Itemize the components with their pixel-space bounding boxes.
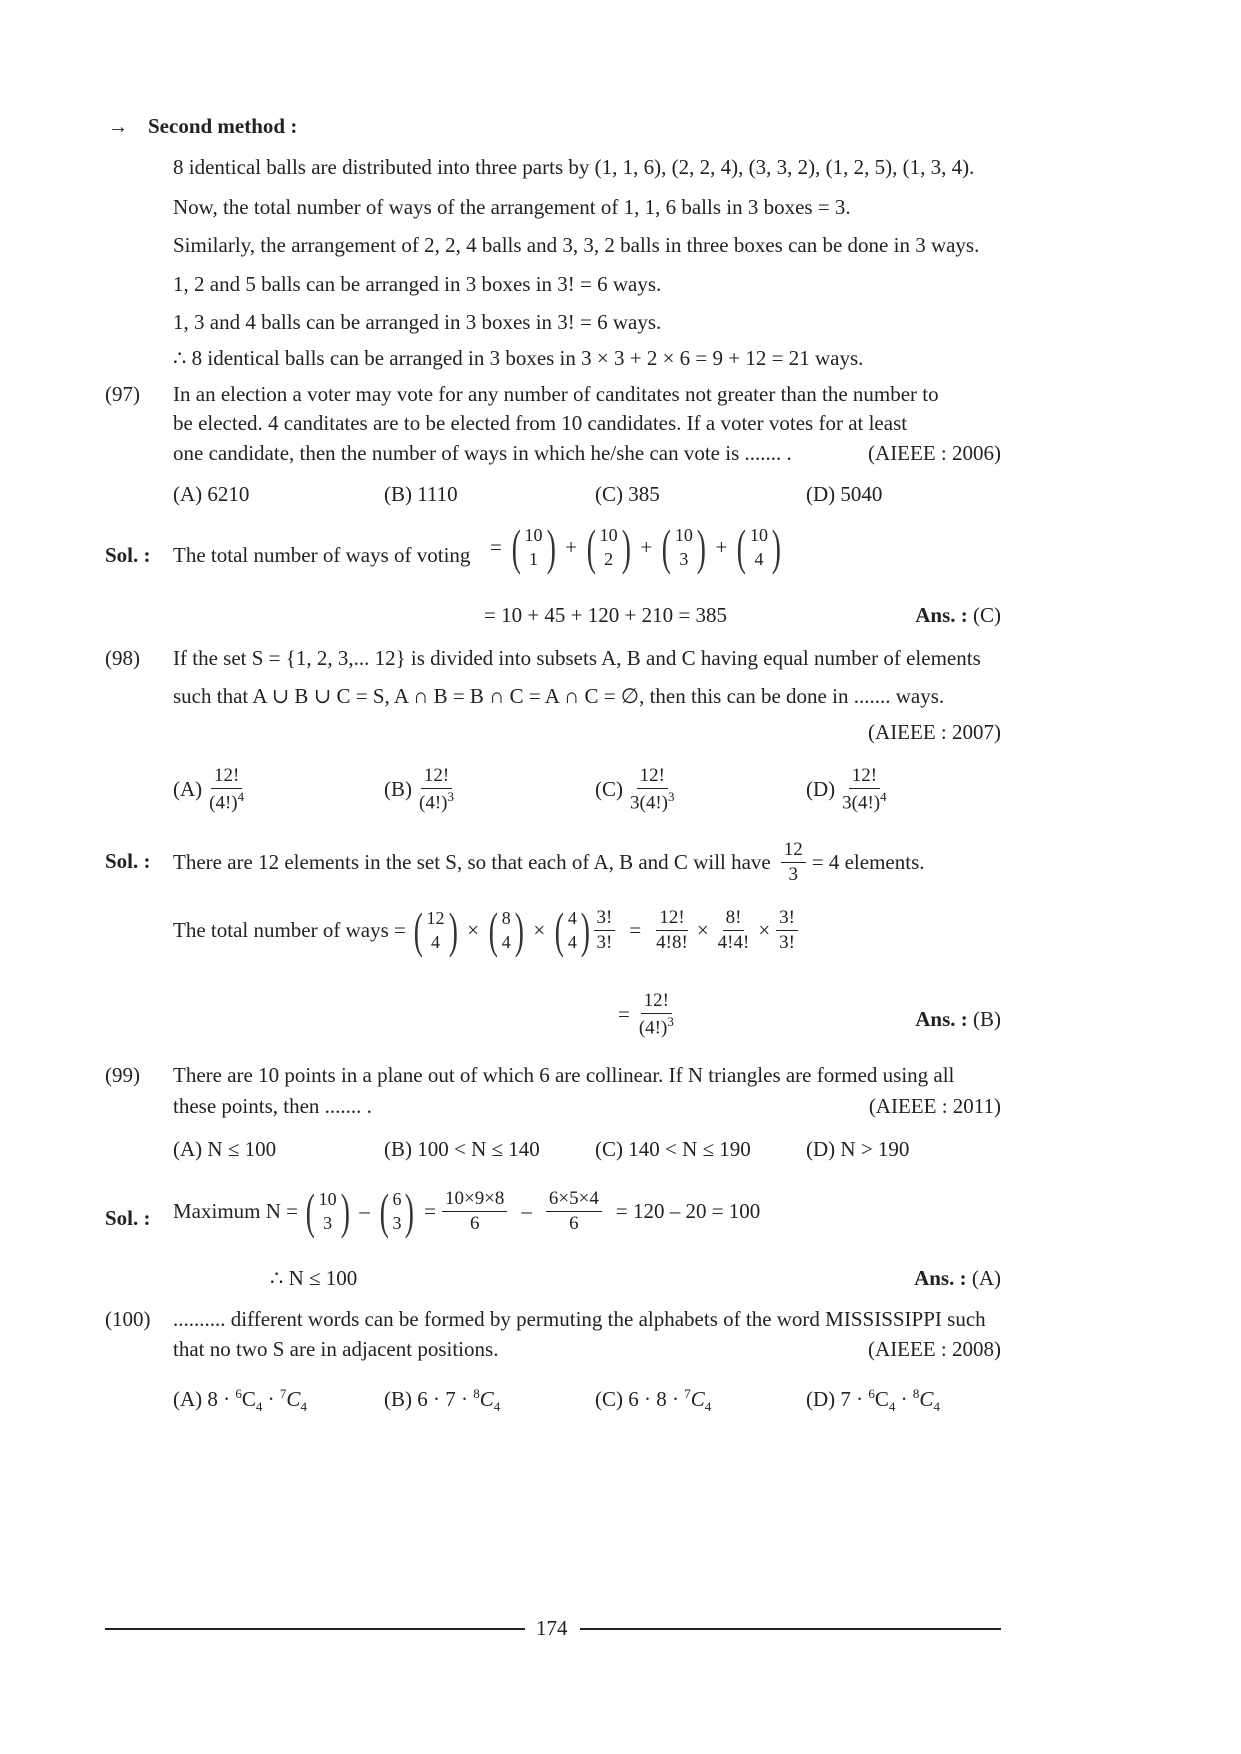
option-c: (C) $\frac{12!}{3(4!)^3}$ (595, 765, 675, 814)
method-line-6: ∴ 8 identical balls can be arranged in 3 boxes in 3 × 3 + 2 × 6 = 9 + 12 = 21 ways. (173, 346, 864, 370)
solution-expression: = ( 10 1 ) + ( 10 2 ) + ( 10 3 ) + ( 10 4 ) (484, 522, 785, 572)
question-text: that no two S are in adjacent positions. (173, 1337, 499, 1361)
question-source: (AIEEE : 2006) (868, 441, 1001, 465)
option-c: (C) $6 \cdot 8 \cdot ^7C_4$ (595, 1386, 712, 1415)
solution-result: = $\frac{12!}{(4!)^3}$ (618, 990, 674, 1039)
option-a: (A) $\frac{12!}{(4!)^4}$ (173, 765, 245, 814)
question-source: (AIEEE : 2007) (868, 720, 1001, 744)
method-line-3: Similarly, the arrangement of 2, 2, 4 balls and 3, 3, 2 balls in three boxes can be done in 3 ways. (173, 233, 980, 257)
option-d: (D) $7 \cdot ^6C_4 \cdot ^8C_4$ (806, 1386, 940, 1415)
option-b: (B) $\frac{12!}{(4!)^3}$ (384, 765, 454, 814)
question-text: .......... different words can be formed by permuting the alphabets of the word MISSISSIPPI such (173, 1307, 986, 1331)
option-d: (D) $\frac{12!}{3(4!)^4}$ (806, 765, 887, 814)
method-line-4: 1, 2 and 5 balls can be arranged in 3 boxes in 3! = 6 ways. (173, 272, 662, 296)
binomial: ( 12 4 ) (413, 902, 458, 958)
question-text: such that A ∪ B ∪ C = S, A ∩ B = B ∩ C = A ∩ C = ∅, then this can be done in ....... ways. (173, 684, 945, 708)
answer: Ans. : (B) (915, 1007, 1001, 1031)
method-line-5: 1, 3 and 4 balls can be arranged in 3 boxes in 3! = 6 ways. (173, 310, 662, 334)
question-source: (AIEEE : 2008) (868, 1337, 1001, 1361)
answer: Ans. : (A) (914, 1266, 1001, 1290)
binomial: ( 4 4 ) (554, 902, 590, 958)
binomial: ( 8 4 ) (488, 902, 524, 958)
question-text: these points, then ....... . (173, 1094, 372, 1118)
question-number: (100) (105, 1307, 151, 1331)
question-number: (97) (105, 382, 140, 406)
arrow-icon: → (108, 116, 128, 138)
solution-expression: Maximum N = ( 10 3 ) – ( 6 3 ) = $\frac{10\times 9\times 8}{6}$ – $\frac{6\times 5\times 4}{6}$ = 120 – 20 = 100 (173, 1183, 761, 1239)
solution-label: Sol. : (105, 1206, 151, 1230)
binomial: ( 10 1 ) (511, 519, 556, 575)
solution-result: = 10 + 45 + 120 + 210 = 385 (484, 603, 727, 627)
solution-label: Sol. : (105, 849, 151, 873)
option-b: (B) 1110 (384, 482, 458, 506)
binomial: ( 6 3 ) (379, 1183, 415, 1239)
answer: Ans. : (C) (915, 603, 1001, 627)
binomial: ( 10 2 ) (586, 519, 631, 575)
footer-rule-left (105, 1628, 525, 1630)
solution-expression: The total number of ways = ( 12 4 ) × ( 8 4 ) × ( 4 4 ) $\frac{3!}{3!}$ = $\frac{12!}{4!8!}$ × $\frac{8!}{4!4!}$ × $\frac{3!}{3!}$ (173, 905, 798, 955)
option-a: (A) N ≤ 100 (173, 1137, 277, 1161)
binomial: ( 10 3 ) (305, 1183, 350, 1239)
option-b: (B) 100 < N ≤ 140 (384, 1137, 540, 1161)
binomial: ( 10 4 ) (737, 519, 781, 575)
footer-rule-right (580, 1628, 1001, 1630)
question-text: one candidate, then the number of ways in which he/she can vote is ....... . (173, 441, 792, 465)
solution-conclusion: ∴ N ≤ 100 (270, 1266, 358, 1290)
solution-text: There are 12 elements in the set S, so that each of A, B and C will have $\frac{12}{3}$ = 4 elements. (173, 839, 925, 885)
option-a: (A) $8 \cdot ^6C_4 \cdot ^7C_4$ (173, 1386, 307, 1415)
question-text: be elected. 4 canditates are to be elected from 10 candidates. If a voter votes for at least (173, 411, 908, 435)
solution-label: Sol. : (105, 543, 151, 567)
option-c: (C) 140 < N ≤ 190 (595, 1137, 751, 1161)
question-text: There are 10 points in a plane out of which 6 are collinear. If N triangles are formed using all (173, 1063, 955, 1087)
option-d: (D) 5040 (806, 482, 883, 506)
option-c: (C) 385 (595, 482, 660, 506)
question-text: If the set S = {1, 2, 3,... 12} is divided into subsets A, B and C having equal number of elements (173, 646, 981, 670)
binomial: ( 10 3 ) (661, 519, 706, 575)
solution-text: The total number of ways of voting (173, 543, 471, 567)
option-a: (A) 6210 (173, 482, 250, 506)
section-heading: Second method : (148, 114, 298, 138)
question-number: (99) (105, 1063, 140, 1087)
question-source: (AIEEE : 2011) (868, 1094, 1001, 1118)
option-b: (B) $6 \cdot 7 \cdot ^8C_4$ (384, 1386, 501, 1415)
option-d: (D) N > 190 (806, 1137, 910, 1161)
question-number: (98) (105, 646, 140, 670)
method-line-1: 8 identical balls are distributed into three parts by (1, 1, 6), (2, 2, 4), (3, 3, 2), (1, 2, 5), (1, 3, 4). (173, 155, 975, 179)
question-text: In an election a voter may vote for any number of canditates not greater than the number to (173, 382, 939, 406)
method-line-2: Now, the total number of ways of the arrangement of 1, 1, 6 balls in 3 boxes = 3. (173, 195, 851, 219)
page-number: 174 (536, 1616, 568, 1640)
